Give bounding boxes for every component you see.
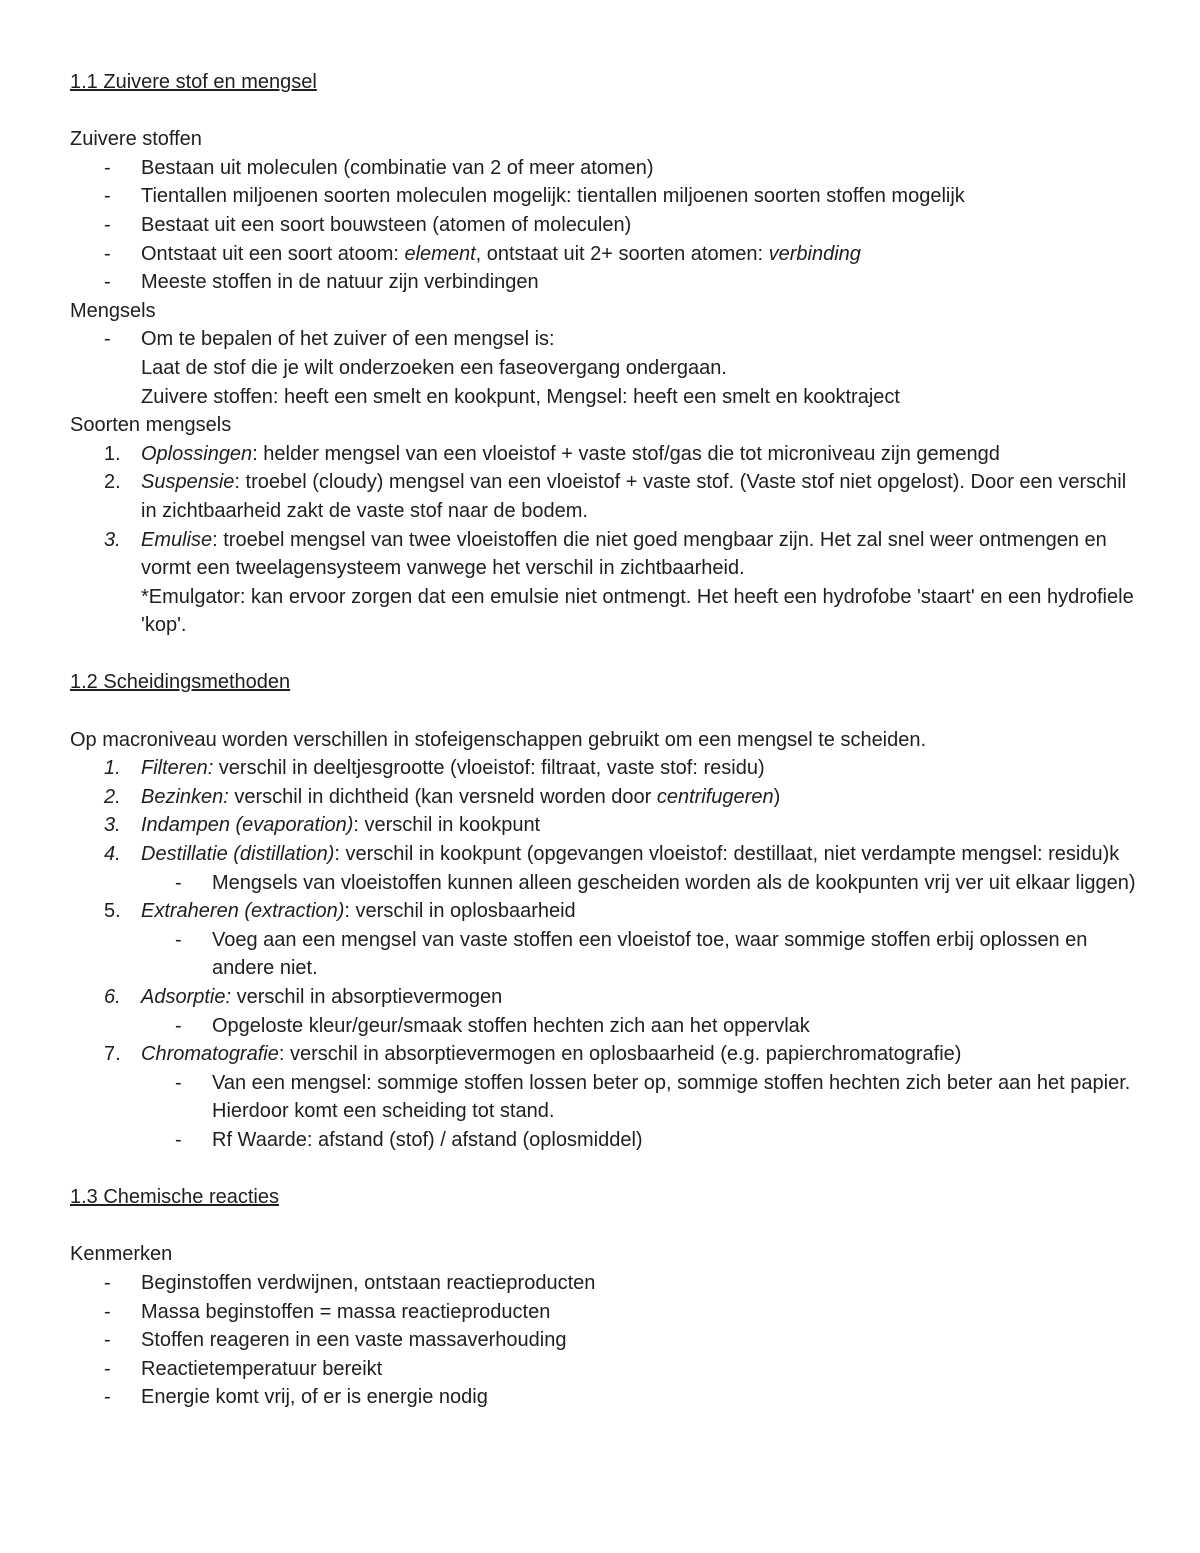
- number-marker: 6.: [104, 986, 121, 1008]
- list-item: - Bestaan uit moleculen (combinatie van 2 of meer atomen): [70, 154, 1140, 183]
- kenmerken-label: Kenmerken: [70, 1243, 173, 1266]
- numbered-item: 3. Emulise: troebel mengsel van twee vloeistoffen die niet goed mengbaar zijn. Het zal snel weer ontmengen en vormt een tweelagensysteem vanwege het verschil in zichtbaarheid.: [70, 526, 1140, 583]
- numbered-item: 3. Indampen (evaporation): verschil in kookpunt: [70, 811, 1140, 840]
- numbered-item: 7. Chromatografie: verschil in absorptievermogen en oplosbaarheid (e.g. papierchromatografie): [70, 1040, 1140, 1069]
- list-item: - Energie komt vrij, of er is energie nodig: [70, 1383, 1140, 1412]
- dash-marker: -: [175, 1071, 182, 1094]
- number-marker: 3.: [104, 814, 121, 837]
- list-item: - Tientallen miljoenen soorten moleculen mogelijk: tientallen miljoenen soorten stoffen mogelijk: [70, 182, 1140, 211]
- spacer: [70, 97, 1140, 126]
- list-item: - Meeste stoffen in de natuur zijn verbindingen: [70, 268, 1140, 297]
- number-marker: 2.: [104, 471, 121, 494]
- dash-marker: -: [104, 1357, 111, 1380]
- intro-text: Op macroniveau worden verschillen in stofeigenschappen gebruikt om een mengsel te scheiden.: [70, 728, 927, 751]
- dash-marker: -: [104, 1329, 111, 1352]
- list-continuation: Laat de stof die je wilt onderzoeken een faseovergang ondergaan.: [141, 356, 727, 379]
- list-item: - Ontstaat uit een soort atoom: element, ontstaat uit 2+ soorten atomen: verbinding: [70, 240, 1140, 269]
- section-heading-1-3: 1.3 Chemische reacties: [70, 1186, 279, 1209]
- spacer: [70, 640, 1140, 669]
- number-marker: 3.: [104, 528, 121, 551]
- dash-marker: -: [104, 185, 111, 208]
- spacer: [70, 697, 1140, 726]
- sub-list-item: - Mengsels van vloeistoffen kunnen alleen gescheiden worden als de kookpunten vrij ver uit elkaar liggen): [70, 869, 1140, 898]
- dash-marker: -: [104, 1300, 111, 1323]
- number-marker: 1.: [104, 757, 121, 780]
- emulgator-note: *Emulgator: kan ervoor zorgen dat een emulsie niet ontmengt. Het heeft een hydrofobe 'staart' en een hydrofiele 'kop'.: [141, 585, 1134, 637]
- dash-marker: -: [175, 1014, 182, 1037]
- list-item: - Massa beginstoffen = massa reactieproducten: [70, 1298, 1140, 1327]
- zuivere-stoffen-label: Zuivere stoffen: [70, 128, 202, 151]
- mengsels-label: Mengsels: [70, 299, 156, 322]
- sub-list-item: - Voeg aan een mengsel van vaste stoffen een vloeistof toe, waar sommige stoffen erbij oplossen en andere niet.: [70, 926, 1140, 983]
- number-marker: 7.: [104, 1043, 121, 1066]
- numbered-item: 5. Extraheren (extraction): verschil in oplosbaarheid: [70, 897, 1140, 926]
- spacer: [70, 1212, 1140, 1241]
- number-marker: 1.: [104, 442, 121, 465]
- dash-marker: -: [104, 156, 111, 179]
- section-heading-1-2: 1.2 Scheidingsmethoden: [70, 671, 291, 694]
- dash-marker: -: [175, 871, 182, 894]
- dash-marker: -: [104, 328, 111, 351]
- numbered-item: 1. Oplossingen: helder mengsel van een vloeistof + vaste stof/gas die tot microniveau zijn gemengd: [70, 440, 1140, 469]
- number-marker: 4.: [104, 843, 121, 866]
- sub-list-item: - Rf Waarde: afstand (stof) / afstand (oplosmiddel): [70, 1126, 1140, 1155]
- dash-marker: -: [104, 1271, 111, 1294]
- numbered-item: 2. Bezinken: verschil in dichtheid (kan versneld worden door centrifugeren): [70, 783, 1140, 812]
- list-continuation: Zuivere stoffen: heeft een smelt en kookpunt, Mengsel: heeft een smelt en kooktraject: [141, 385, 900, 408]
- numbered-item: 2. Suspensie: troebel (cloudy) mengsel van een vloeistof + vaste stof. (Vaste stof niet opgelost). Door een verschil in zichtbaarheid zakt de vaste stof naar de bodem.: [70, 468, 1140, 525]
- number-marker: 2.: [104, 785, 121, 808]
- numbered-item: 6. Adsorptie: verschil in absorptievermogen: [70, 983, 1140, 1012]
- list-item: - Bestaat uit een soort bouwsteen (atomen of moleculen): [70, 211, 1140, 240]
- sub-list-item: - Opgeloste kleur/geur/smaak stoffen hechten zich aan het oppervlak: [70, 1012, 1140, 1041]
- dash-marker: -: [104, 213, 111, 236]
- number-marker: 5.: [104, 900, 121, 923]
- dash-marker: -: [175, 928, 182, 951]
- numbered-item: 4. Destillatie (distillation): verschil in kookpunt (opgevangen vloeistof: destillaat, niet verdampte mengsel: residu)k: [70, 840, 1140, 869]
- sub-list-item: - Van een mengsel: sommige stoffen lossen beter op, sommige stoffen hechten zich beter aan het papier. Hierdoor komt een scheiding tot stand.: [70, 1069, 1140, 1126]
- dash-marker: -: [104, 271, 111, 294]
- section-heading-1-1: 1.1 Zuivere stof en mengsel: [70, 71, 317, 93]
- document-page: [70, 68, 1140, 1412]
- numbered-item: 1. Filteren: verschil in deeltjesgrootte (vloeistof: filtraat, vaste stof: residu): [70, 754, 1140, 783]
- dash-marker: -: [175, 1128, 182, 1151]
- list-item: - Om te bepalen of het zuiver of een mengsel is:: [70, 325, 1140, 354]
- dash-marker: -: [104, 242, 111, 265]
- list-item: - Stoffen reageren in een vaste massaverhouding: [70, 1326, 1140, 1355]
- list-item: - Beginstoffen verdwijnen, ontstaan reactieproducten: [70, 1269, 1140, 1298]
- spacer: [70, 1155, 1140, 1184]
- list-item: - Reactietemperatuur bereikt: [70, 1355, 1140, 1384]
- dash-marker: -: [104, 1386, 111, 1409]
- soorten-mengsels-label: Soorten mengsels: [70, 414, 232, 437]
